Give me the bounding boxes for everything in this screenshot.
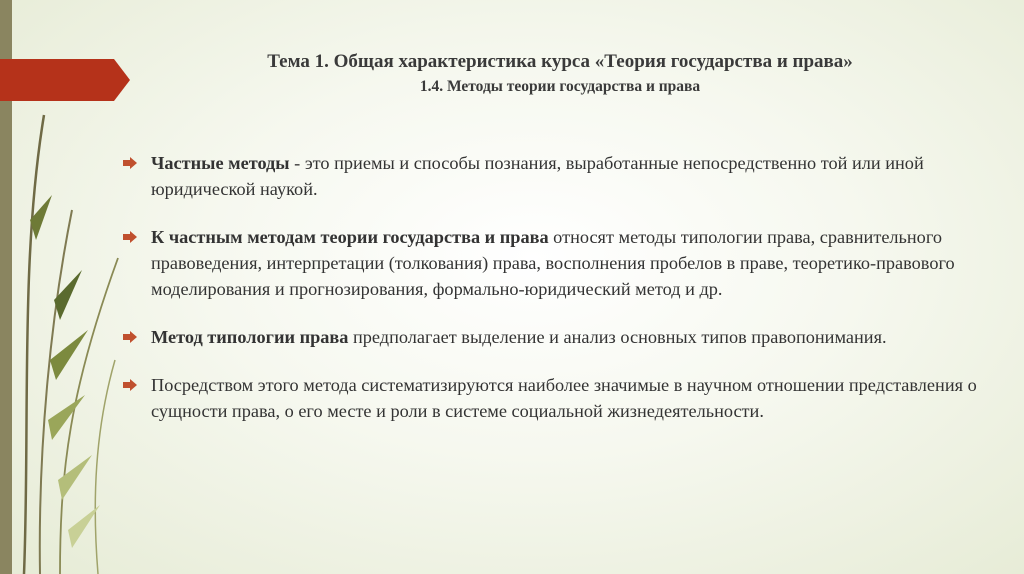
title-line-1: Тема 1. Общая характеристика курса «Теория государства и права» (267, 51, 853, 72)
arrow-bullet-icon (123, 379, 137, 391)
arrow-bullet-icon (123, 231, 137, 243)
title-line-2: 1.4. Методы теории государства и права (419, 78, 701, 95)
bullet-text: предполагает выделение и анализ основных типов правопонимания. (348, 327, 887, 347)
arrow-bullet-icon (123, 157, 137, 169)
bullet-bold-text: Метод типологии права (151, 327, 349, 347)
bullet-item (123, 150, 1003, 202)
bullet-item (123, 372, 1003, 424)
bullet-bold-text: К частным методам теории государства и права (151, 227, 549, 247)
grass-stem (95, 360, 115, 574)
bullet-list (123, 150, 1003, 424)
slide-title (180, 50, 940, 98)
bullet-bold-text: Частные методы (151, 153, 290, 173)
arrow-bullet-icon (123, 331, 137, 343)
title-ribbon (0, 59, 130, 101)
bullet-text: Посредством этого метода систематизируются наиболее значимые в научном отношении представления о сущности права, о его месте и роли в системе социальной жизнедеятельности. (151, 375, 977, 421)
bullet-text: - это приемы и способы познания, выработанные непосредственно той или иной юридической наукой. (151, 153, 924, 199)
bullet-item (123, 224, 1003, 302)
grass-leaf (58, 455, 92, 500)
grass-stem (40, 210, 72, 574)
bullet-text: относят методы типологии права, сравнительного правоведения, интерпретации (толкования) права, восполнения пробелов в праве, теоретико-правового моделирования и прогнозирования, формально-юридический метод и др. (151, 227, 955, 299)
grass-leaf (48, 395, 85, 440)
bullet-item (123, 324, 1003, 350)
